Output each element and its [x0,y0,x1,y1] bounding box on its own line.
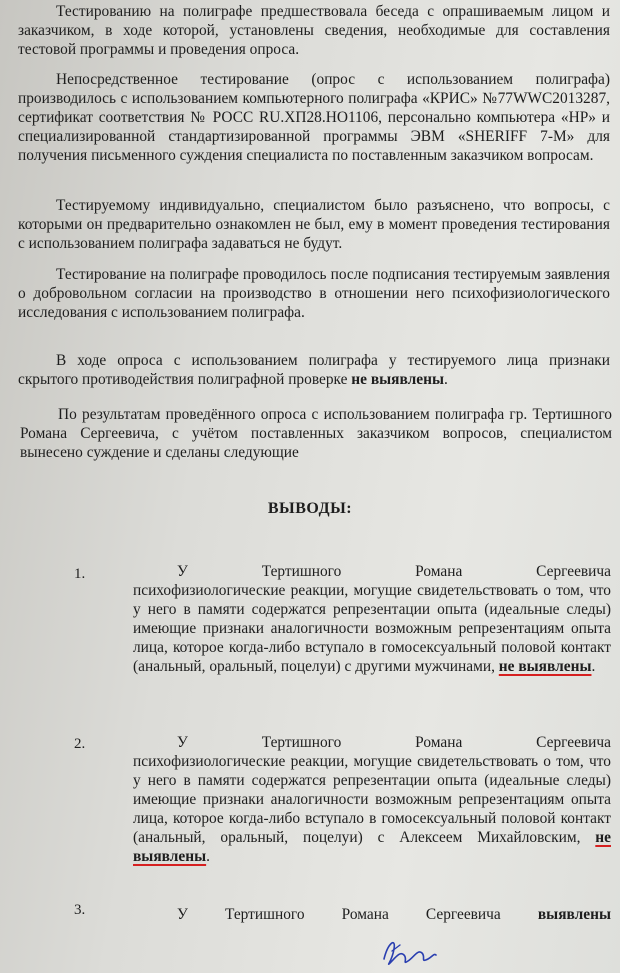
conclusion-result-3: выявлены [537,906,611,923]
conclusion-item-2 [133,733,611,866]
conclusion-item-3 [133,905,611,924]
paragraph-results-intro: По результатам проведённого опроса с использованием полиграфа гр. Тертишного Романа Сергеевича, с учётом поставленных заказчиком вопросов, специалистом вынесено суждение и сделаны следующие [20,406,612,461]
paragraph-explanation: Тестируемому индивидуально, специалистом было разъяснено, что вопросы, с которыми он предварительно ознакомлен не был, ему в момент проведения тестирования с использованием полиграфа задаваться не будут. [18,197,610,252]
conclusion-lead-1: У Тертишного Романа Сергеевича [177,563,611,580]
countermeasures-result: не выявлены [351,371,444,388]
conclusion-result-1: не выявлены [498,658,592,675]
conclusion-text-2: психофизиологические реакции, могущие свидетельствовать о том, что у него в памяти содержатся репрезентации опыта (идеальные следы) имеющие признаки аналогичности возможным репрезентациям опыта лица, которое когда-либо вступало в гомосексуальный половой контакт (анальный, оральный, поцелуи) с Алексеем Михайловским, [133,753,611,846]
conclusion-text-1: психофизиологические реакции, могущие свидетельствовать о том, что у него в памяти содержатся репрезентации опыта (идеальные следы) имеющие признаки аналогичности возможным репрезентациям опыта лица, которое когда-либо вступало в гомосексуальный половой контакт (анальный, оральный, поцелуи) с другими мужчинами, [133,582,611,675]
conclusion-number-3: 3. [74,902,86,918]
conclusion-lead-2: У Тертишного Романа Сергеевича [177,734,611,751]
conclusion-number-2: 2. [74,736,86,752]
conclusion-result-2: не выявлены [133,829,611,865]
countermeasures-end: . [443,371,448,388]
paragraph-countermeasures [18,351,610,389]
signature-icon [378,933,438,971]
conclusion-item-1 [133,562,611,676]
conclusion-lead-3: У Тертишного Романа Сергеевича [177,906,538,923]
paragraph-consent: Тестирование на полиграфе проводилось после подписания тестируемым заявления о добровольном согласии на производство в отношении него психофизиологического исследования с использованием полиграфа. [18,266,610,321]
conclusion-end-1: . [591,658,596,675]
conclusion-number-1: 1. [74,566,86,582]
conclusions-title: ВЫВОДЫ: [267,500,353,517]
countermeasures-text: В ходе опроса с использованием полиграфа у тестируемого лица признаки скрытого противодействия полиграфной проверке [18,352,610,388]
conclusion-end-2: . [206,848,210,865]
paragraph-testing-method: Непосредственное тестирование (опрос с использованием полиграфа) производилось с использованием компьютерного полиграфа «КРИС» №77WWC2013287, сертификат соответствия № РОСС RU.ХП28.НО1106, персонально компьютера «HP» и специализированной стандартизированной программы ЭВМ «SHERIFF 7-М» для получения письменного суждения специалиста по поставленным заказчиком вопросам. [18,71,610,164]
paragraph-intro: Тестированию на полиграфе предшествовала беседа с опрашиваемым лицом и заказчиком, в ходе которой, установлены сведения, необходимые для составления тестовой программы и проведения опроса. [18,3,610,58]
